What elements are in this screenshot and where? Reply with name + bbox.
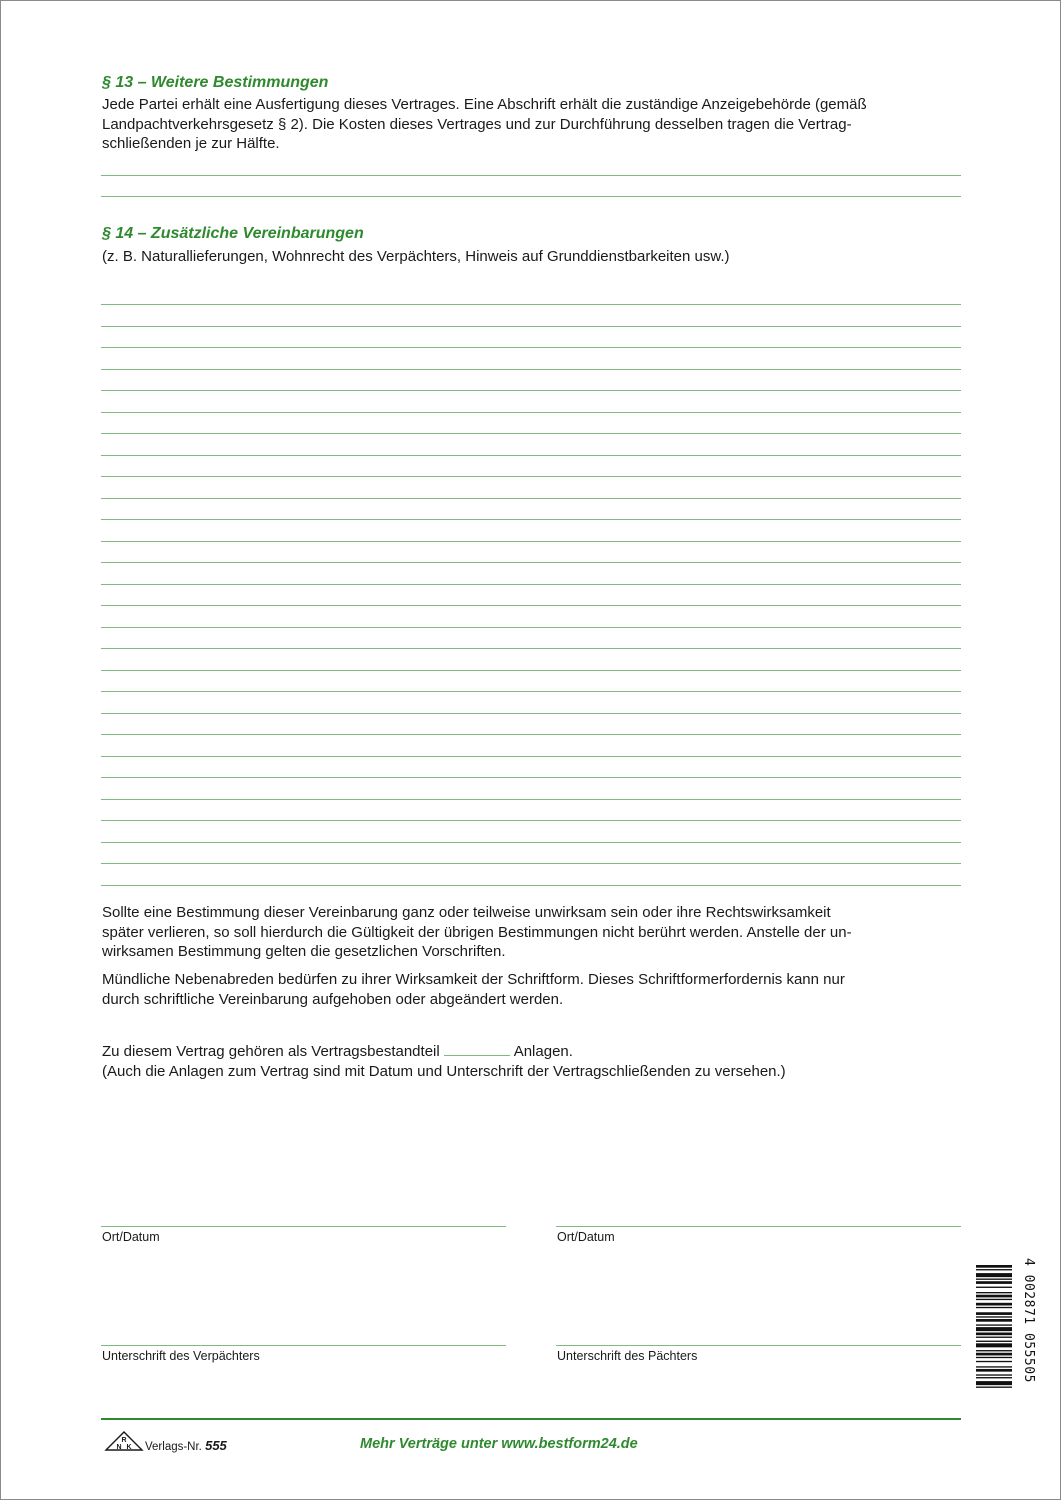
lessor-signature-label: Unterschrift des Verpächters: [102, 1349, 260, 1363]
clause-line: Mündliche Nebenabreden bedürfen zu ihrer Wirksamkeit der Schriftform. Dieses Schriftformerfordernis kann nur: [102, 971, 845, 988]
writing-line[interactable]: [101, 175, 961, 176]
left-place-date-label: Ort/Datum: [102, 1230, 160, 1244]
barcode-bar: [976, 1361, 1012, 1362]
barcode-bar: [976, 1273, 1012, 1277]
barcode-bar: [976, 1337, 1012, 1338]
publisher-logo: [104, 1430, 144, 1457]
barcode-bar: [976, 1307, 1012, 1308]
written-form-clause: [102, 970, 961, 1009]
clause-line: wirksamen Bestimmung gelten die gesetzlichen Vorschriften.: [102, 943, 506, 960]
barcode-bar: [976, 1381, 1012, 1385]
writing-line[interactable]: [101, 777, 961, 778]
clause-line: später verlieren, so soll hierdurch die Gültigkeit der übrigen Bestimmungen nicht berührt werden. Anstelle der un-: [102, 923, 852, 941]
section-14-subtext: (z. B. Naturallieferungen, Wohnrecht des Verpächters, Hinweis auf Grunddienstbarkeiten usw.): [102, 248, 730, 265]
writing-line[interactable]: [101, 304, 961, 305]
writing-line[interactable]: [101, 670, 961, 671]
barcode-bar: [976, 1350, 1012, 1351]
writing-line[interactable]: [101, 369, 961, 370]
section-14-heading: § 14 – Zusätzliche Vereinbarungen: [102, 225, 364, 242]
barcode-bar: [976, 1287, 1012, 1288]
verlag-number: 555: [205, 1438, 227, 1453]
barcode-bar: [976, 1343, 1012, 1347]
section-13-line: Jede Partei erhält eine Ausfertigung dieses Vertrages. Eine Abschrift erhält die zuständige Anzeigebehörde (gemäß: [102, 96, 867, 113]
footer-promo-link[interactable]: Mehr Verträge unter www.bestform24.de: [360, 1436, 638, 1452]
barcode-bar: [976, 1366, 1012, 1367]
writing-line[interactable]: [101, 691, 961, 692]
barcode-bar: [976, 1377, 1012, 1378]
barcode-bar: [976, 1341, 1012, 1342]
attachments-suffix: Anlagen.: [513, 1043, 573, 1060]
barcode-bar: [976, 1353, 1012, 1356]
rnk-logo-icon: [104, 1430, 144, 1452]
barcode-bar: [976, 1324, 1012, 1325]
attachments-line: [102, 1042, 573, 1062]
lessee-signature-field[interactable]: [556, 1345, 961, 1346]
section-13-text: [102, 95, 961, 154]
clause-line: durch schriftliche Vereinbarung aufgehoben oder abgeändert werden.: [102, 990, 564, 1008]
barcode-bar: [976, 1327, 1012, 1331]
svg-text:R: R: [121, 1437, 127, 1444]
section-13-heading: § 13 – Weitere Bestimmungen: [102, 74, 329, 91]
writing-line[interactable]: [101, 799, 961, 800]
writing-line[interactable]: [101, 820, 961, 821]
writing-line[interactable]: [101, 734, 961, 735]
writing-line[interactable]: [101, 713, 961, 714]
writing-line[interactable]: [101, 498, 961, 499]
writing-line[interactable]: [101, 196, 961, 197]
left-place-date-field[interactable]: [101, 1226, 506, 1227]
writing-line[interactable]: [101, 584, 961, 585]
right-place-date-label: Ort/Datum: [557, 1230, 615, 1244]
attachments-prefix: Zu diesem Vertrag gehören als Vertragsbestandteil: [102, 1043, 440, 1060]
severability-clause: [102, 903, 961, 962]
svg-text:N: N: [116, 1444, 122, 1451]
writing-line[interactable]: [101, 326, 961, 327]
writing-line[interactable]: [101, 412, 961, 413]
writing-line[interactable]: [101, 605, 961, 606]
writing-line[interactable]: [101, 519, 961, 520]
attachments-note: (Auch die Anlagen zum Vertrag sind mit Datum und Unterschrift der Vertragschließenden zu versehen.): [102, 1063, 786, 1080]
verlag-label: Verlags-Nr.: [145, 1441, 202, 1453]
lessee-signature-label: Unterschrift des Pächters: [557, 1349, 698, 1363]
writing-line[interactable]: [101, 347, 961, 348]
writing-line[interactable]: [101, 842, 961, 843]
lessor-signature-field[interactable]: [101, 1345, 506, 1346]
publisher-number: [145, 1438, 227, 1453]
writing-line[interactable]: [101, 541, 961, 542]
barcode-bar: [976, 1374, 1012, 1375]
barcode-bar: [976, 1333, 1012, 1336]
writing-line[interactable]: [101, 390, 961, 391]
barcode-bar: [976, 1265, 1012, 1268]
attachments-count-field[interactable]: [444, 1043, 510, 1056]
barcode-bar: [976, 1299, 1012, 1300]
writing-line[interactable]: [101, 455, 961, 456]
section-13-line: Landpachtverkehrsgesetz § 2). Die Kosten dieses Vertrages und zur Durchführung desselben tragen die Vertrag-: [102, 115, 852, 133]
barcode-bar: [976, 1357, 1012, 1358]
svg-text:K: K: [126, 1444, 132, 1451]
writing-line[interactable]: [101, 756, 961, 757]
clause-line: Sollte eine Bestimmung dieser Vereinbarung ganz oder teilweise unwirksam sein oder ihre Rechtswirksamkeit: [102, 904, 831, 921]
barcode-bar: [976, 1303, 1012, 1306]
barcode-bar: [976, 1312, 1012, 1315]
writing-line[interactable]: [101, 885, 961, 886]
writing-line[interactable]: [101, 476, 961, 477]
barcode-bar: [976, 1316, 1012, 1317]
barcode-bar: [976, 1269, 1012, 1270]
writing-line[interactable]: [101, 433, 961, 434]
section-13-line: schließenden je zur Hälfte.: [102, 135, 280, 152]
barcode-bar: [976, 1279, 1012, 1280]
barcode: [976, 1258, 1036, 1443]
writing-line[interactable]: [101, 627, 961, 628]
barcode-bar: [976, 1295, 1012, 1298]
barcode-bar: [976, 1292, 1012, 1293]
barcode-digits: 4 002871 055505: [1021, 1258, 1036, 1383]
writing-line[interactable]: [101, 562, 961, 563]
footer-divider: [101, 1418, 961, 1420]
barcode-bar: [976, 1319, 1012, 1322]
right-place-date-field[interactable]: [556, 1226, 961, 1227]
barcode-bar: [976, 1387, 1012, 1388]
barcode-bar: [976, 1369, 1012, 1372]
barcode-bar: [976, 1281, 1012, 1284]
writing-line[interactable]: [101, 863, 961, 864]
writing-line[interactable]: [101, 648, 961, 649]
